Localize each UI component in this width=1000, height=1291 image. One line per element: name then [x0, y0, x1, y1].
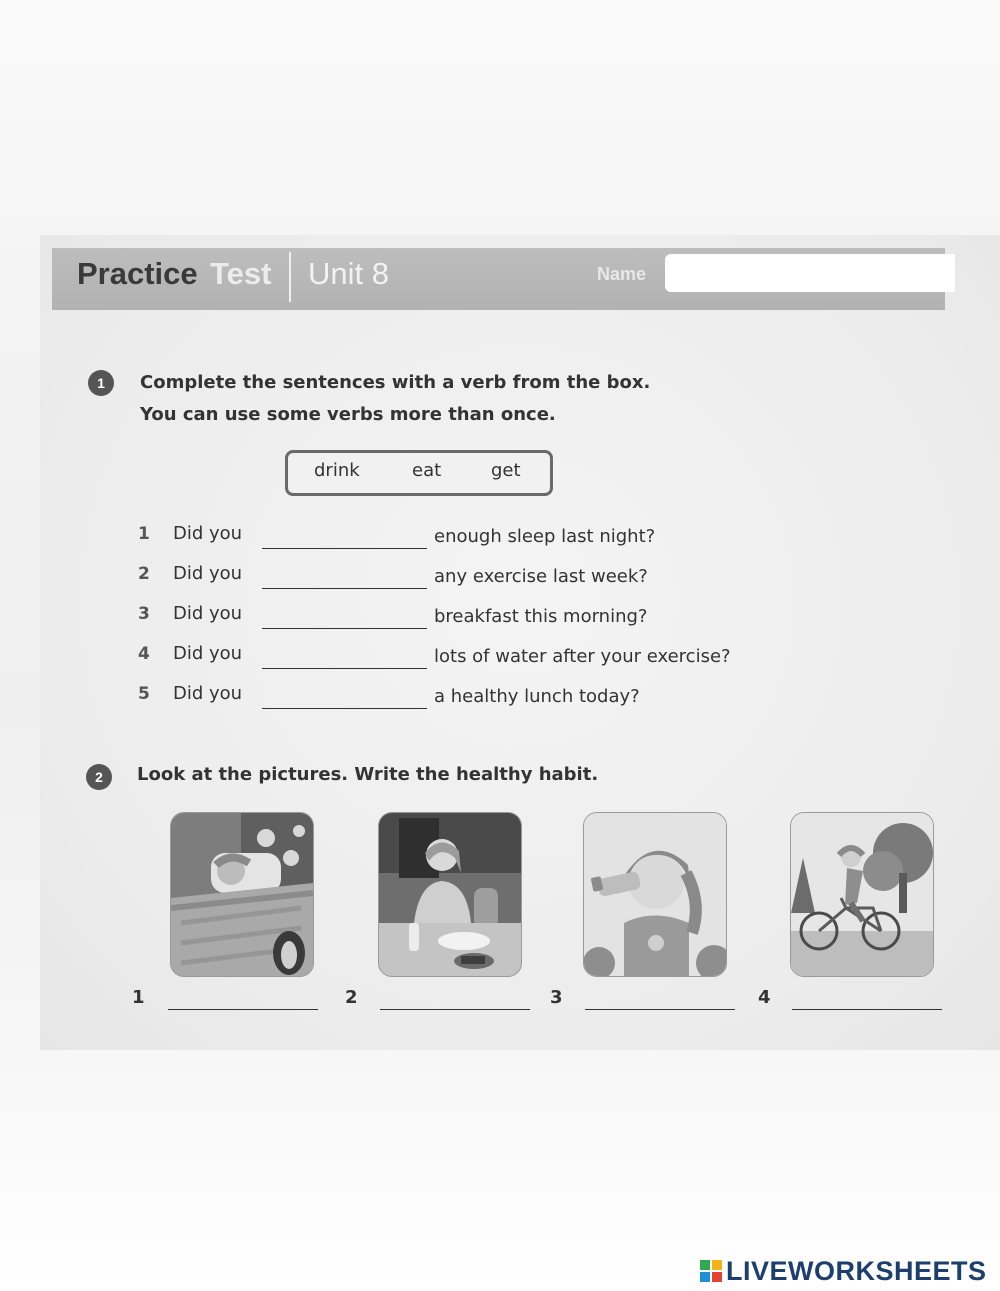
question-number: 1 — [138, 524, 150, 544]
picture-cycling — [790, 812, 934, 977]
logo-mark-icon — [700, 1260, 722, 1282]
section1-badge: 1 — [88, 370, 114, 396]
name-label: Name — [597, 264, 647, 284]
picture-answer-line-4[interactable] — [792, 1008, 942, 1010]
drinking-water-illustration — [584, 813, 726, 976]
answer-blank-5[interactable] — [262, 690, 427, 709]
question-end: any exercise last week? — [434, 566, 648, 587]
answer-blank-3[interactable] — [262, 610, 427, 629]
question-start: Did you — [173, 603, 243, 624]
question-number: 2 — [138, 564, 150, 584]
question-end: a healthy lunch today? — [434, 686, 640, 707]
header-practice: Practice — [77, 256, 198, 291]
picture-drinking-water — [583, 812, 727, 977]
section1-instruction-line1: Complete the sentences with a verb from the box. — [140, 372, 651, 393]
cycling-illustration — [791, 813, 933, 976]
question-start: Did you — [173, 523, 243, 544]
question-end: enough sleep last night? — [434, 526, 656, 547]
question-number: 4 — [138, 644, 150, 664]
answer-blank-4[interactable] — [262, 650, 427, 669]
section2-instruction: Look at the pictures. Write the healthy habit. — [137, 764, 599, 785]
picture-answer-line-1[interactable] — [168, 1008, 318, 1010]
picture-breakfast — [378, 812, 522, 977]
answer-blank-1[interactable] — [262, 530, 427, 549]
question-end: breakfast this morning? — [434, 606, 648, 627]
liveworksheets-logo — [700, 1256, 987, 1286]
section1-instruction-line2: You can use some verbs more than once. — [140, 404, 556, 425]
word-get: get — [491, 460, 521, 481]
logo-text: LIVEWORKSHEETS — [726, 1255, 987, 1286]
picture-sleeping — [170, 812, 314, 977]
header-divider — [289, 252, 291, 302]
picture-answer-line-3[interactable] — [585, 1008, 735, 1010]
question-number: 5 — [138, 684, 150, 704]
question-end: lots of water after your exercise? — [434, 646, 731, 667]
header-test: Test — [210, 256, 272, 291]
question-start: Did you — [173, 683, 243, 704]
header-unit: Unit 8 — [308, 256, 389, 291]
picture-answer-line-2[interactable] — [380, 1008, 530, 1010]
question-start: Did you — [173, 643, 243, 664]
question-number: 3 — [138, 604, 150, 624]
word-box — [285, 450, 553, 496]
header-bar — [52, 248, 945, 310]
sleeping-illustration — [171, 813, 313, 976]
picture-answer-number-2: 2 — [345, 987, 358, 1008]
question-start: Did you — [173, 563, 243, 584]
answer-blank-2[interactable] — [262, 570, 427, 589]
word-eat: eat — [412, 460, 442, 481]
section2-badge: 2 — [86, 764, 112, 790]
breakfast-illustration — [379, 813, 521, 976]
picture-answer-number-4: 4 — [758, 987, 771, 1008]
word-drink: drink — [314, 460, 360, 481]
picture-answer-number-3: 3 — [550, 987, 563, 1008]
name-field[interactable] — [665, 254, 955, 292]
picture-answer-number-1: 1 — [132, 987, 145, 1008]
